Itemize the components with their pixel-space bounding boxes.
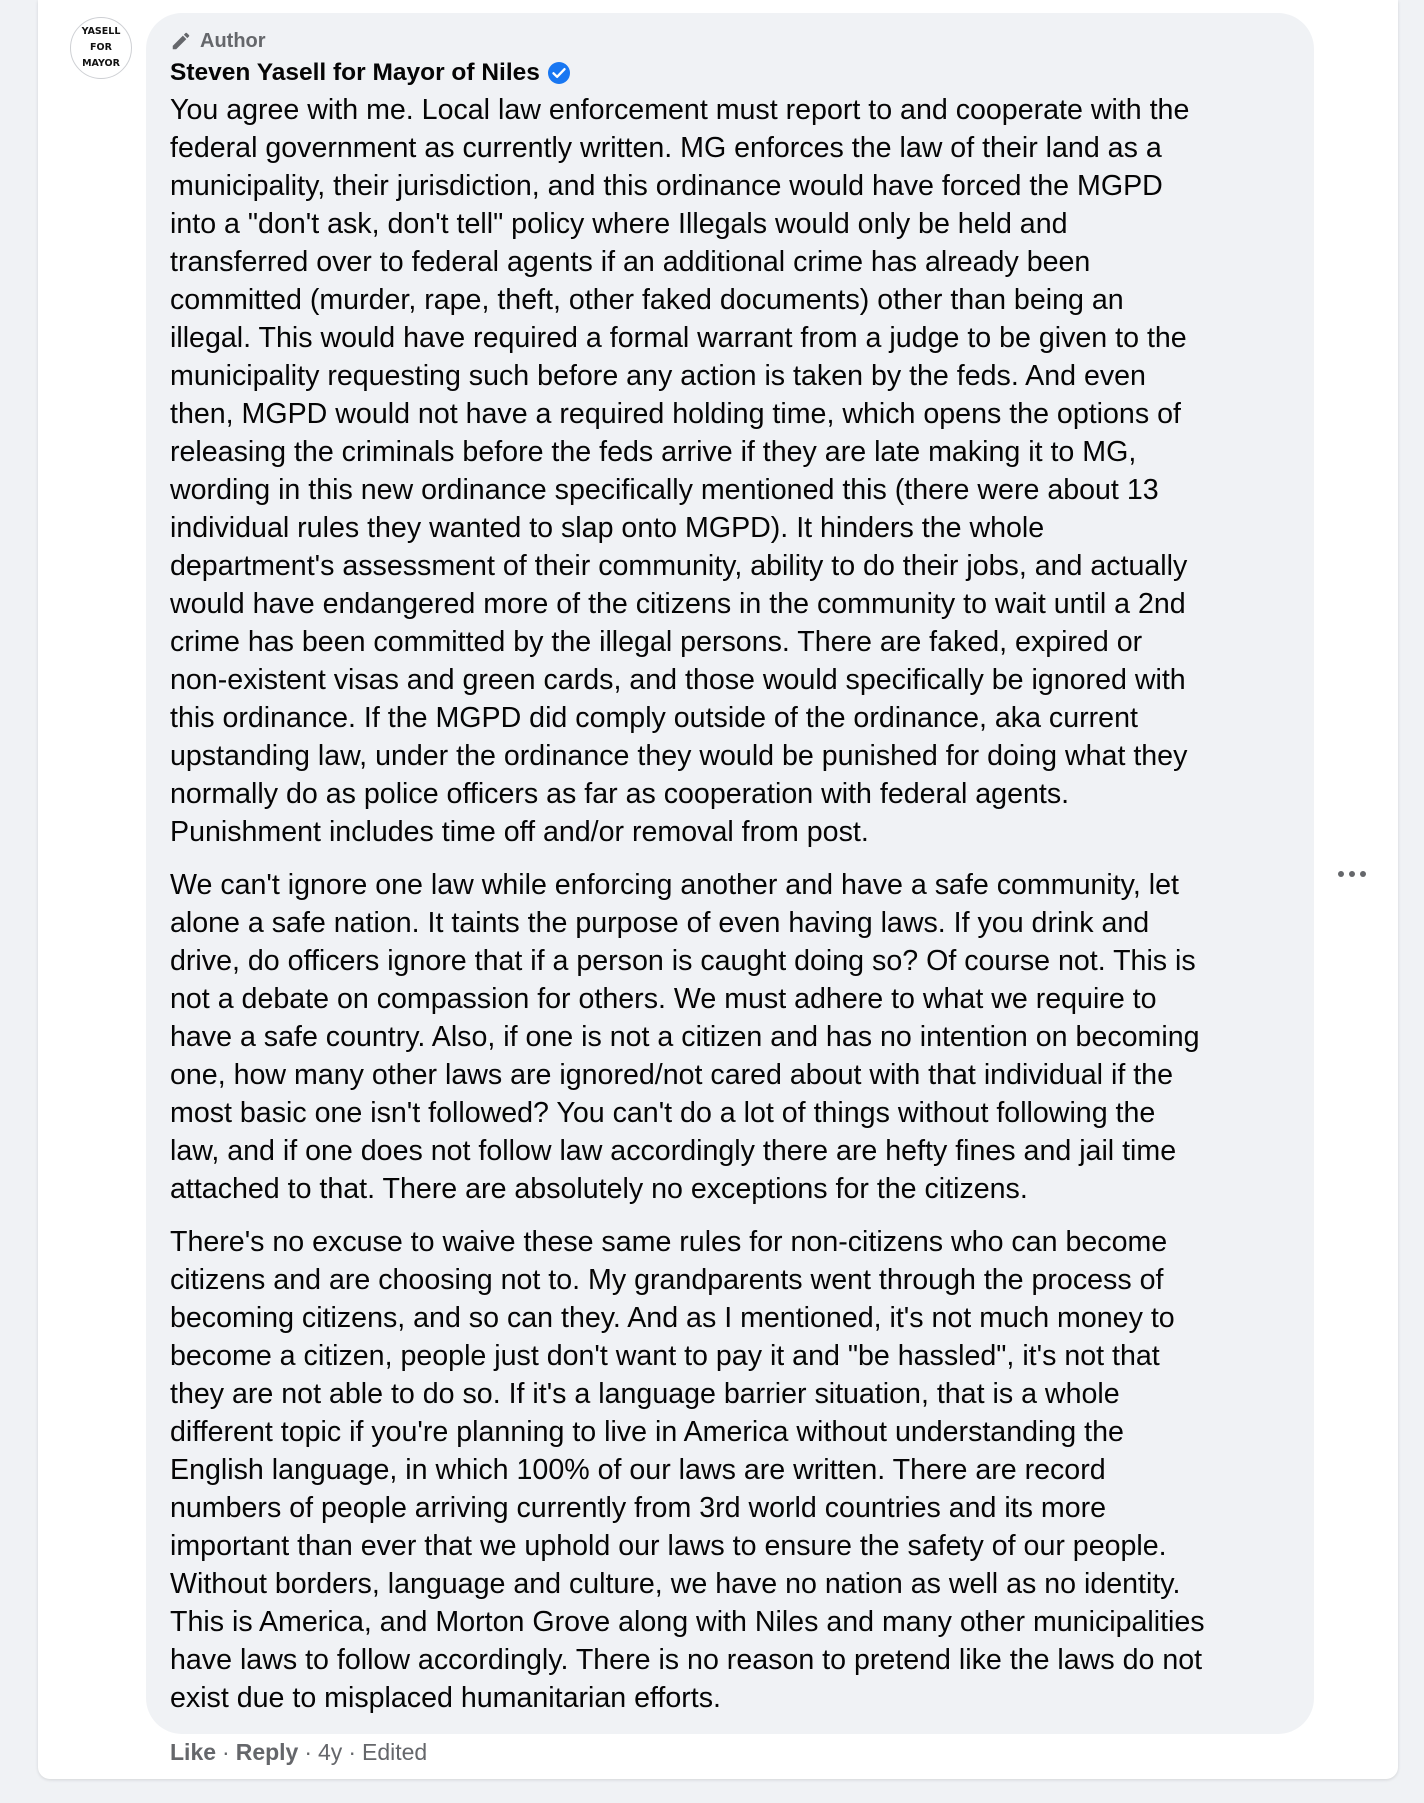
- avatar-text-line-3: MAYOR: [82, 58, 120, 69]
- author-badge-label: Author: [200, 29, 266, 52]
- comment-paragraph-2: We can't ignore one law while enforcing another and have a safe community, let alone a safe nation. It taints the purpose of even having laws. If you drink and drive, do officers ignore that if a person is caught doing so? Of course not. This is not a debate on compassion for others. We must adhere to what we require to have a safe country. Also, if one is not a citizen and has no intention on becoming one, how many other laws are ignored/not cared about with that individual if the most basic one isn't followed? You can't do a lot of things without following the law, and if one does not follow law accordingly there are hefty fines and jail time attached to that. There are absolutely no exceptions for the citizens.: [170, 869, 1200, 1205]
- author-name-row: [170, 55, 1290, 91]
- timestamp-link[interactable]: 4y: [318, 1738, 343, 1765]
- avatar[interactable]: [70, 17, 132, 79]
- reply-button[interactable]: Reply: [235, 1738, 299, 1765]
- comment-paragraph-1: You agree with me. Local law enforcement must report to and cooperate with the federal government as currently written. MG enforces the law of their land as a municipality, their jurisdiction, and this ordinance would have forced the MGPD into a "don't ask, don't tell" policy where Illegals would only be held and transferred over to federal agents if an additional crime has already been committed (murder, rape, theft, other faked documents) other than being an illegal. This would have required a formal warrant from a judge to be given to the municipality requesting such before any action is taken by the feds. And even then, MGPD would not have a required holding time, which opens the options of releasing the criminals before the feds arrive if they are late making it to MG, wording in this new ordinance specifically mentioned this (there were about 13 individual rules they wanted to slap onto MGPD). It hinders the whole department's assessment of their community, ability to do their jobs, and actually would have endangered more of the citizens in the community to wait until a 2nd crime has been committed by the illegal persons. There are faked, expired or non-existent visas and green cards, and those would specifically be ignored with this ordinance. If the MGPD did comply outside of the ordinance, aka current upstanding law, under the ordinance they would be punished for doing what they normally do as police officers as far as cooperation with federal agents. Punishment includes time off and/or removal from post.: [170, 94, 1190, 848]
- more-horizontal-icon: [1337, 870, 1367, 878]
- comment-paragraph-3: There's no excuse to waive these same rules for non-citizens who can become citizens and are choosing not to. My grandparents went through the process of becoming citizens, and so can they. And as I mentioned, it's not much money to become a citizen, people just don't want to pay it and "be hassled", it's not that they are not able to do so. If it's a language barrier situation, that is a whole different topic if you're planning to live in America without understanding the English language, in which 100% of our laws are written. There are record numbers of people arriving currently from 3rd world countries and its more important than ever that we uphold our laws to ensure the safety of our people. Without borders, language and culture, we have no nation as well as no identity. This is America, and Morton Grove along with Niles and many other municipalities have laws to follow accordingly. There is no reason to pretend like the laws do not exist due to misplaced humanitarian efforts.: [170, 1226, 1205, 1714]
- verified-badge-icon: [547, 61, 571, 85]
- like-button[interactable]: Like: [170, 1738, 217, 1765]
- author-badge: [170, 27, 1290, 55]
- more-options-button[interactable]: [1336, 862, 1368, 886]
- avatar-text-line-2: FOR: [90, 42, 112, 53]
- comment-actions: [170, 1737, 427, 1767]
- author-name[interactable]: Steven Yasell for Mayor of Niles: [170, 59, 540, 86]
- separator: ·: [304, 1738, 313, 1765]
- separator: ·: [222, 1738, 230, 1765]
- comment-bubble: [146, 13, 1314, 1734]
- edited-label[interactable]: Edited: [361, 1738, 428, 1765]
- avatar-text-line-1: YASELL: [81, 26, 121, 37]
- comment-text: [170, 91, 1290, 1717]
- separator: ·: [348, 1738, 356, 1765]
- pencil-icon: [170, 30, 192, 52]
